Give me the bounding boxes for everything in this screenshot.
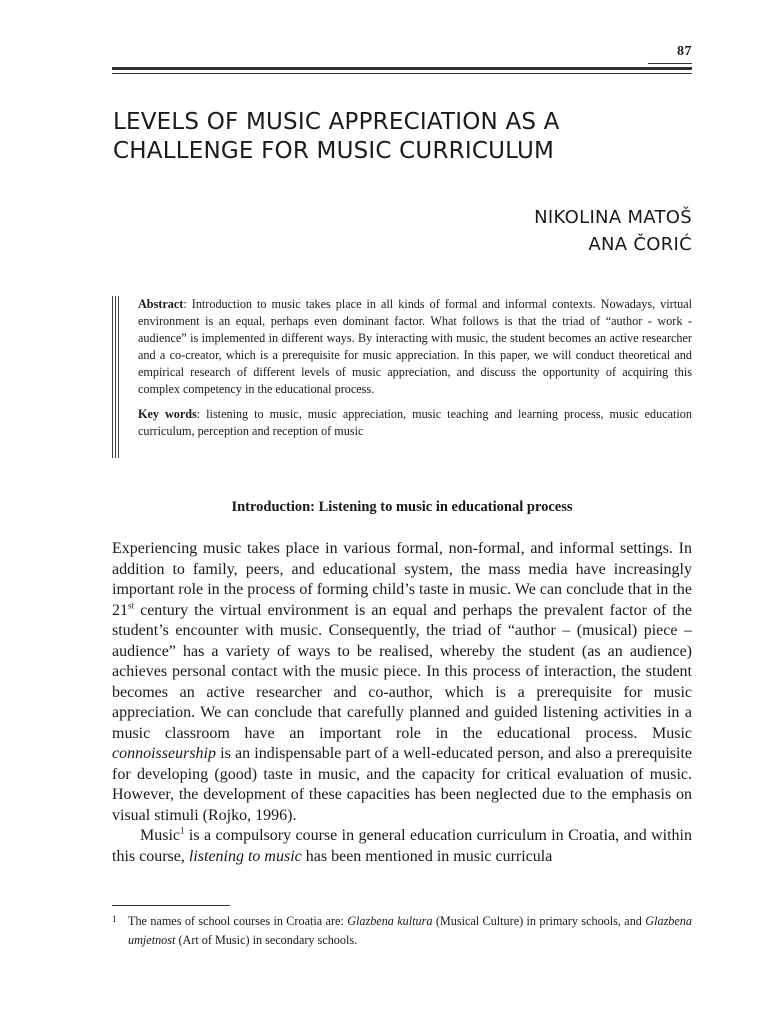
keywords-label: Key words bbox=[138, 407, 197, 421]
header-rule-thin bbox=[112, 73, 692, 74]
article-title bbox=[113, 108, 693, 166]
abstract-paragraph bbox=[138, 296, 692, 398]
body-paragraph-1 bbox=[112, 539, 692, 826]
paragraph-text: is a compulsory course in general education curriculum in Croatia, and within this course, bbox=[112, 827, 692, 865]
emphasis-text: listening to music bbox=[188, 847, 302, 865]
header-rule-thick bbox=[112, 67, 692, 70]
header-rule-short bbox=[648, 63, 692, 64]
paragraph-text: Music bbox=[140, 827, 180, 844]
abstract-text: : Introduction to music takes place in all kinds of formal and informal contexts. Nowadays, virtual environment is an equal, perhaps even dominant factor. What follows is that the triad of “author - work - audience” is implemented in different ways. By interacting with music, the student becomes an active researcher and a co-creator, which is a prerequisite for music appreciation. In this paper, we will conduct theoretical and empirical research of different levels of music appreciation, and discuss the opportunity of acquiring this complex competency in the educational process. bbox=[138, 297, 692, 396]
title-line-2: CHALLENGE FOR MUSIC CURRICULUM bbox=[113, 138, 555, 164]
footnote-rule bbox=[112, 905, 230, 906]
footnote-text-part: The names of school courses in Croatia are: bbox=[128, 914, 348, 928]
page-number: 87 bbox=[677, 44, 692, 59]
emphasis-text: connoisseurship bbox=[112, 745, 216, 762]
body-paragraph-2 bbox=[112, 826, 692, 867]
author-list bbox=[400, 204, 692, 258]
superscript: st bbox=[128, 600, 135, 611]
title-line-1: LEVELS OF MUSIC APPRECIATION AS A bbox=[113, 109, 560, 135]
abstract-label: Abstract bbox=[138, 297, 184, 311]
section-heading: Introduction: Listening to music in educational process bbox=[231, 499, 573, 515]
abstract-decorative-bar bbox=[112, 296, 119, 458]
emphasis-text: Glazbena kultura bbox=[347, 914, 433, 928]
paragraph-text: Experiencing music takes place in various formal, non-formal, and informal settings. In addition to family, peers, and educational system, the mass media have increasingly important role in the process of forming child’s taste in music. We can conclude that in the 21 bbox=[112, 540, 692, 619]
abstract-box bbox=[112, 296, 692, 458]
footnote-text bbox=[128, 912, 692, 950]
keywords-paragraph bbox=[138, 406, 692, 440]
footnote-text-part: (Musical Culture) in primary schools, and bbox=[432, 914, 646, 928]
author-name: NIKOLINA MATOŠ bbox=[534, 207, 692, 228]
emphasis-text: Glazbena umjetnost bbox=[128, 914, 692, 947]
author-name: ANA ČORIĆ bbox=[588, 234, 692, 255]
footnote-reference[interactable]: 1 bbox=[180, 825, 185, 836]
keywords-text: : listening to music, music appreciation, music teaching and learning process, music education curriculum, perception and reception of music bbox=[138, 407, 692, 438]
paragraph-text: has been mentioned in music curricula bbox=[301, 847, 553, 865]
abstract-content bbox=[138, 296, 692, 440]
paragraph-text: century the virtual environment is an equal and perhaps the prevalent factor of the student’s encounter with music. Consequently, the triad of “author – (musical) piece – audience” has a variety of ways to be realised, whereby the student (as an audience) achieves personal contact with the music piece. In this process of interaction, the student becomes an active researcher and co-author, which is a prerequisite for music appreciation. We can conclude that carefully planned and guided listening activities in a music classroom have an important role in the educational process. Music bbox=[112, 601, 692, 742]
footnote-number: 1 bbox=[112, 914, 117, 924]
footnote bbox=[112, 912, 692, 950]
body-text bbox=[112, 539, 692, 867]
paragraph-text: is an indispensable part of a well-educated person, and also a prerequisite for developing (good) taste in music, and the capacity for critical evaluation of music. However, the development of these capacities has been neglected due to the emphasis on visual stimuli (Rojko, 1996). bbox=[112, 745, 692, 824]
footnote-text-part: (Art of Music) in secondary schools. bbox=[175, 933, 358, 947]
